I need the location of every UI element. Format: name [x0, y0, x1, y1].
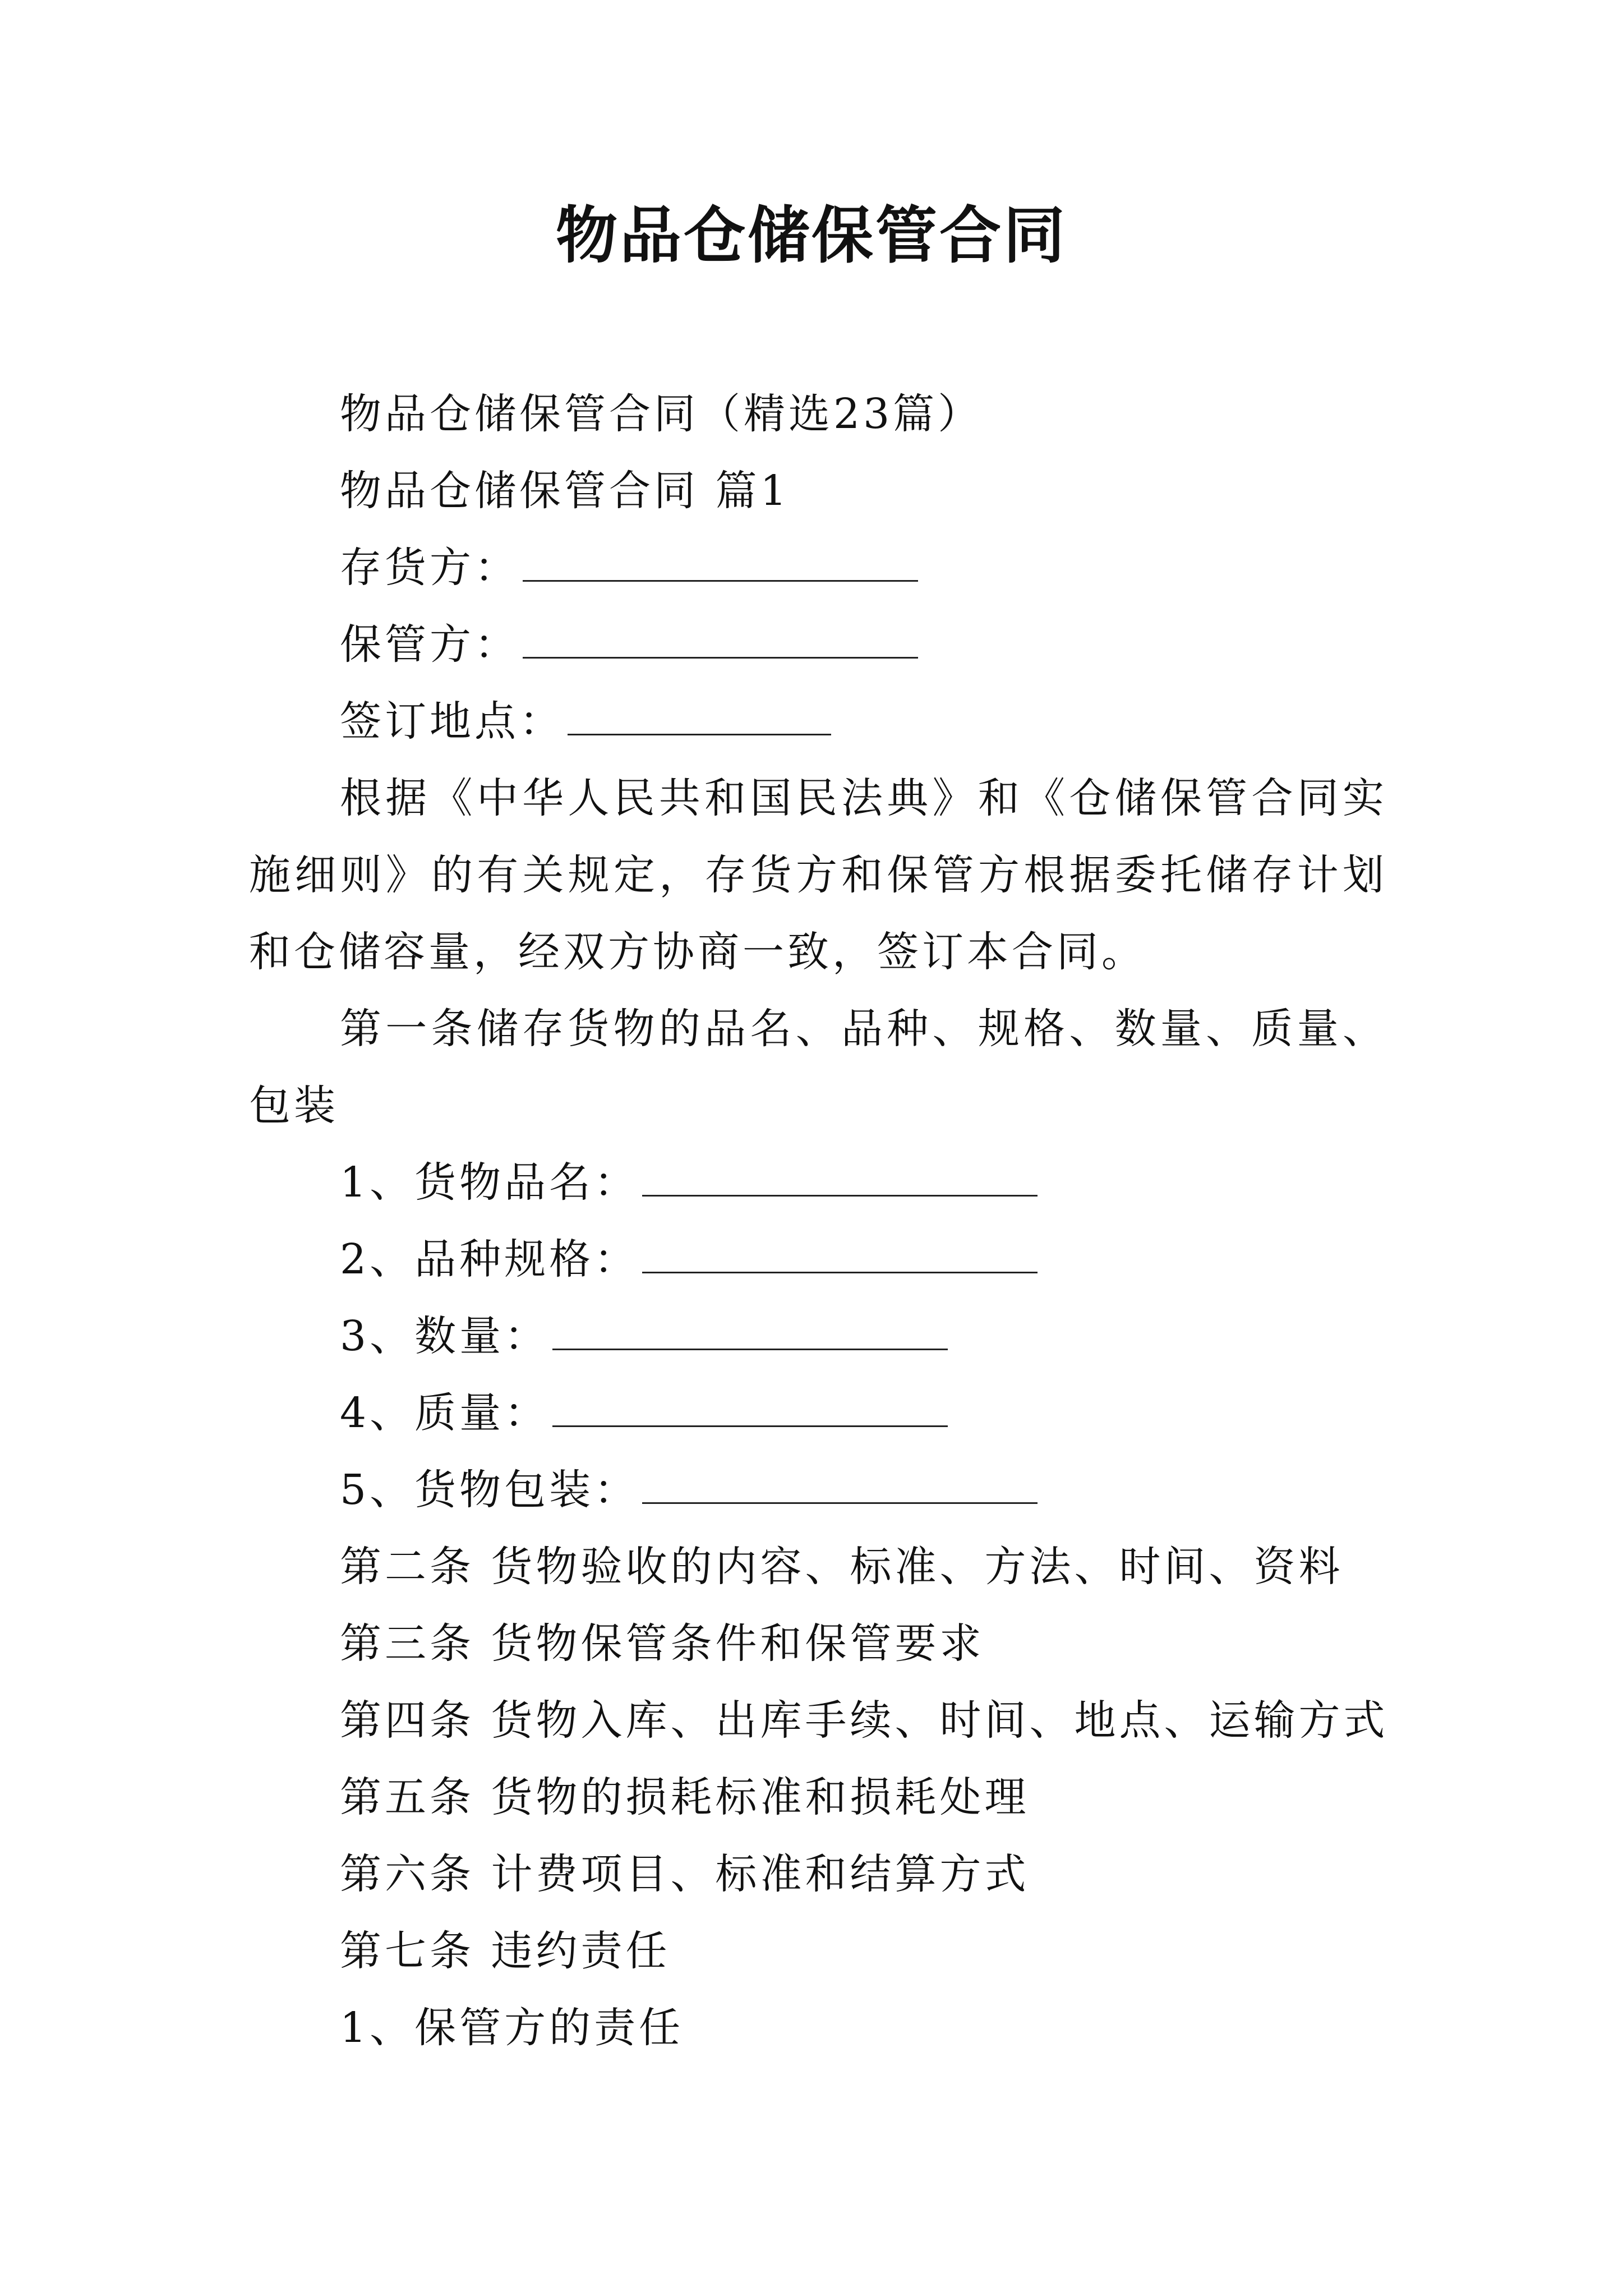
depositor-field	[249, 530, 1387, 606]
item-label: 5、货物包装：	[340, 1466, 639, 1514]
custodian-label: 保管方：	[340, 620, 519, 669]
article-6: 第六条 计费项目、标准和结算方式	[340, 1850, 1030, 1898]
item-blank	[642, 1469, 1038, 1504]
custodian-field	[249, 606, 1387, 683]
depositor-blank	[523, 546, 918, 582]
item-label: 1、货物品名：	[340, 1158, 639, 1207]
article-7: 第七条 违约责任	[340, 1927, 671, 1975]
item-label: 2、品种规格：	[340, 1235, 639, 1283]
document-subtitle: 物品仓储保管合同（精选23篇）	[340, 390, 983, 438]
intro-paragraph: 根据《中华人民共和国民法典》和《仓储保管合同实施细则》的有关规定，存货方和保管方根据委托储存计划和仓储容量，经双方协商一致，签订本合同。	[249, 774, 1387, 976]
signing-place-field	[249, 683, 1387, 760]
depositor-label: 存货方：	[340, 544, 519, 592]
item-goods-name	[249, 1144, 1387, 1221]
article-5: 第五条 货物的损耗标准和损耗处理	[340, 1773, 1030, 1821]
item-blank	[552, 1315, 948, 1350]
article-4: 第四条 货物入库、出库手续、时间、地点、运输方式	[340, 1696, 1389, 1745]
document-title: 物品仓储保管合同	[556, 199, 1067, 272]
item-label: 3、数量：	[340, 1312, 550, 1360]
document-body	[249, 376, 1387, 2067]
item-blank	[642, 1161, 1038, 1197]
item-variety-spec	[249, 1221, 1387, 1298]
item-quality	[249, 1375, 1387, 1452]
article-3: 第三条 货物保管条件和保管要求	[340, 1619, 985, 1668]
article-1: 第一条储存货物的品名、品种、规格、数量、质量、包装	[249, 1005, 1387, 1130]
item-quantity	[249, 1298, 1387, 1375]
signing-place-label: 签订地点：	[340, 697, 564, 746]
item-packaging	[249, 1452, 1387, 1529]
section-heading: 物品仓储保管合同 篇1	[340, 467, 790, 515]
signing-place-blank	[568, 700, 831, 735]
custodian-blank	[523, 623, 918, 659]
item-blank	[642, 1238, 1038, 1273]
item-label: 4、质量：	[340, 1389, 550, 1437]
sub-item-custodian-liability: 1、保管方的责任	[340, 2004, 684, 2052]
article-2: 第二条 货物验收的内容、标准、方法、时间、资料	[340, 1543, 1344, 1591]
item-blank	[552, 1392, 948, 1427]
